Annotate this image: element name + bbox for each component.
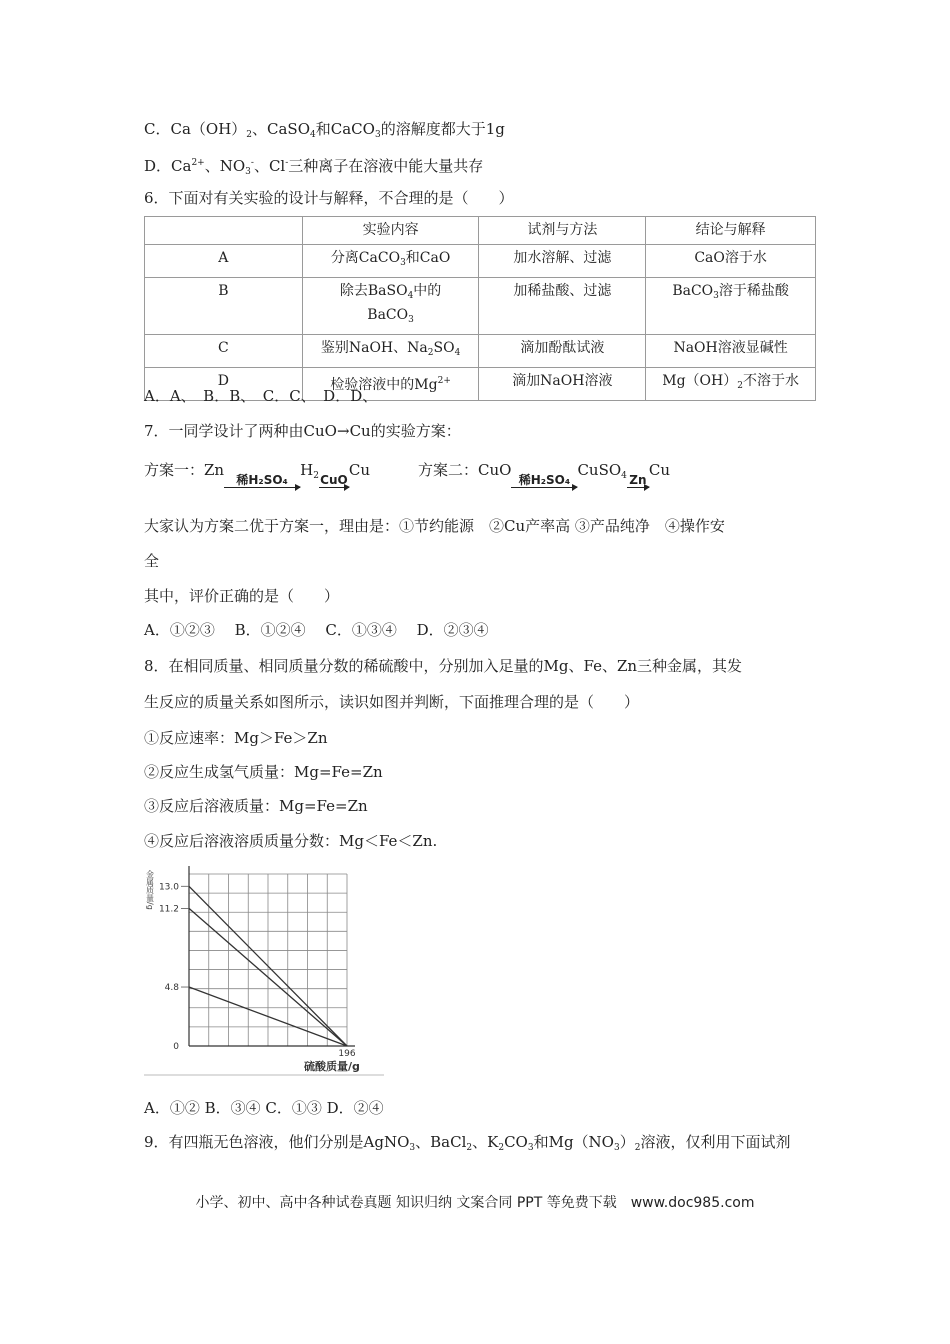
y-tick-label: 4.8 bbox=[164, 983, 179, 994]
q7-plan-one: 方案一：Zn 稀H₂SO₄ $H_2$ CuO Cu bbox=[144, 461, 371, 487]
q7-reason-cont: 全 bbox=[144, 552, 160, 570]
q7-plan-two: 方案二：CuO 稀H₂SO₄ CuSO$_4$ Zn Cu bbox=[418, 461, 671, 487]
table-cell: 除去BaSO$_4$中的 BaCO$_3$ bbox=[302, 278, 479, 335]
q7-stem: 7．一同学设计了两种由CuO→Cu的实验方案： bbox=[144, 422, 461, 440]
q8-stem-cont: 生反应的质量关系如图所示，读识如图并判断，下面推理合理的是（ ） bbox=[144, 693, 640, 711]
q8-statement-2: ②反应生成氢气质量：Mg=Fe=Zn bbox=[144, 763, 383, 781]
table-cell: 检验溶液中的$Mg^{2+}$ bbox=[302, 368, 479, 401]
y-tick-label: 11.2 bbox=[158, 904, 179, 915]
reaction-arrow: CuO bbox=[320, 473, 348, 487]
chart-grid bbox=[189, 874, 347, 1046]
table-row bbox=[145, 335, 816, 368]
q8-stem: 8．在相同质量、相同质量分数的稀硫酸中，分别加入足量的Mg、Fe、Zn三种金属，其发 bbox=[144, 657, 743, 675]
experiment-table bbox=[144, 216, 816, 401]
table-header-cell: 实验内容 bbox=[302, 217, 479, 245]
table-cell: CaO溶于水 bbox=[646, 245, 816, 278]
row-label: A bbox=[145, 245, 303, 278]
reaction-arrow: 稀H₂SO₄ bbox=[224, 474, 300, 488]
q8-statement-3: ③反应后溶液质量：Mg=Fe=Zn bbox=[144, 797, 368, 815]
table-cell: BaCO$_3$溶于稀盐酸 bbox=[646, 278, 816, 335]
q7-options: A．①②③ B．①②④ C．①③④ D．②③④ bbox=[144, 621, 489, 639]
row-label: D bbox=[145, 368, 303, 401]
x-tick-label: 196 bbox=[338, 1049, 356, 1059]
table-cell: 滴加酚酞试液 bbox=[479, 335, 646, 368]
page-footer: 小学、初中、高中各种试卷真题 知识归纳 文案合同 PPT 等免费下载 www.doc985.com bbox=[195, 1195, 755, 1211]
q7-ask: 其中，评价正确的是（ ） bbox=[144, 587, 340, 605]
y-tick-label: 13.0 bbox=[158, 882, 179, 893]
q5-option-c: C．$Ca(OH)_2$、CaSO$_4$和CaCO$_3$的溶解度都大于1g bbox=[144, 120, 505, 140]
table-cell: 分离CaCO$_3$和CaO bbox=[302, 245, 479, 278]
table-cell: $Mg(OH)_2$不溶于水 bbox=[646, 368, 816, 401]
y-axis-label: 金属质量/g bbox=[145, 870, 155, 910]
q8-options: A．①② B．③④ C．①③ D．②④ bbox=[144, 1099, 384, 1117]
q6-stem: 6．下面对有关实验的设计与解释，不合理的是（ ） bbox=[144, 189, 514, 207]
table-cell: 鉴别NaOH、$Na_2SO_4$ bbox=[302, 335, 479, 368]
x-axis-label: 硫酸质量/g bbox=[304, 1060, 360, 1073]
table-header-row bbox=[145, 217, 816, 245]
table-cell: 加水溶解、过滤 bbox=[479, 245, 646, 278]
reaction-arrow: Zn bbox=[627, 474, 649, 488]
metal-mass-chart bbox=[144, 858, 389, 1078]
q8-statement-4: ④反应后溶液溶质质量分数：Mg＜Fe＜Zn. bbox=[144, 832, 438, 850]
q9-stem: 9．有四瓶无色溶液，他们分别是AgNO$_3$、BaCl$_2$、$K_2CO_3$和$Mg(NO_3)_2$溶液，仅利用下面试剂 bbox=[144, 1133, 791, 1153]
table-row bbox=[145, 278, 816, 335]
y-tick-label: 0 bbox=[173, 1042, 179, 1052]
row-label: C bbox=[145, 335, 303, 368]
table-header-cell: 试剂与方法 bbox=[479, 217, 646, 245]
q5-option-d: D．$Ca^{2+}$、$NO_3^-$、Cl-三种离子在溶液中能大量共存 bbox=[144, 157, 484, 177]
q6-options: A．A、 B．B、 C．C、 D．D、 bbox=[144, 387, 378, 405]
reaction-arrow: 稀H₂SO₄ bbox=[511, 474, 577, 488]
q7-reason: 大家认为方案二优于方案一，理由是：①节约能源 ②Cu产率高 ③产品纯净 ④操作安 bbox=[144, 517, 725, 535]
table-row bbox=[145, 245, 816, 278]
table-cell: 加稀盐酸、过滤 bbox=[479, 278, 646, 335]
table-header-cell: 结论与解释 bbox=[646, 217, 816, 245]
row-label: B bbox=[145, 278, 303, 335]
table-cell: 滴加NaOH溶液 bbox=[479, 368, 646, 401]
q8-statement-1: ①反应速率：Mg＞Fe＞Zn bbox=[144, 729, 328, 747]
table-cell: NaOH溶液显碱性 bbox=[646, 335, 816, 368]
table-header-cell bbox=[145, 217, 303, 245]
